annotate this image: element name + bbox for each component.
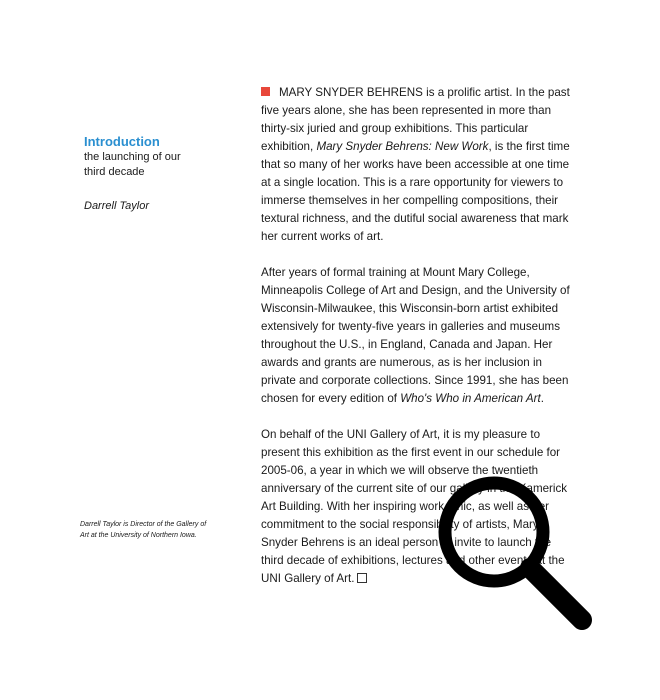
exhibition-title: Mary Snyder Behrens: New Work <box>316 140 489 153</box>
paragraph-1-text-a: is a prolific artist. In the past five years alone, she has been represented in more than thirty-six juried and group exhibitions. This particular exhibition, <box>261 86 570 153</box>
paragraph-1-text-b: , is the first time that so many of her works have been accessible at one time at a single location. This is a rare opportunity for viewers to immerse themselves in her compelling compositions, their textural richness, and the dutiful social awareness that mark her current works of art. <box>261 140 570 243</box>
paragraph-1 <box>261 84 573 246</box>
paragraph-2-text-b: . <box>540 392 544 405</box>
artist-name: MARY SNYDER BEHRENS <box>279 86 423 99</box>
author-name: Darrell Taylor <box>84 200 150 212</box>
publication-title: Who's Who in American Art <box>400 392 541 405</box>
magnifier-handle <box>530 568 582 620</box>
end-mark-icon <box>357 573 367 583</box>
paragraph-3-text: On behalf of the UNI Gallery of Art, it is my pleasure to present this exhibition as the first event in our schedule for 2005-06, a year in which we will observe the twentieth anniversary of the current site of our gallery in the Kamerick Art Building. With her inspiring work ethic, as well as her commitment to the social responsibility of artists, Mary Snyder Behrens is an ideal person to invite to launch the third decade of exhibitions, lectures and other events at the UNI Gallery of Art. <box>261 428 568 585</box>
paragraph-2 <box>261 264 573 408</box>
sidebar <box>84 134 234 212</box>
section-title: Introduction <box>84 134 160 149</box>
section-subtitle: the launching of our third decade <box>84 151 181 178</box>
red-square-marker <box>261 87 270 96</box>
magnifier-icon[interactable] <box>432 470 602 640</box>
paragraph-2-text-a: After years of formal training at Mount Mary College, Minneapolis College of Art and Design, and the University of Wisconsin-Milwaukee, this Wisconsin-born artist exhibited extensively for twenty-five years in galleries and museums throughout the U.S., in England, Canada and Japan. Her awards and grants are numerous, as is her inclusion in private and corporate collections. Since 1991, she has been chosen for every edition of <box>261 266 570 405</box>
author-bio: Darrell Taylor is Director of the Gallery of Art at the University of Northern Iowa. <box>80 521 207 539</box>
